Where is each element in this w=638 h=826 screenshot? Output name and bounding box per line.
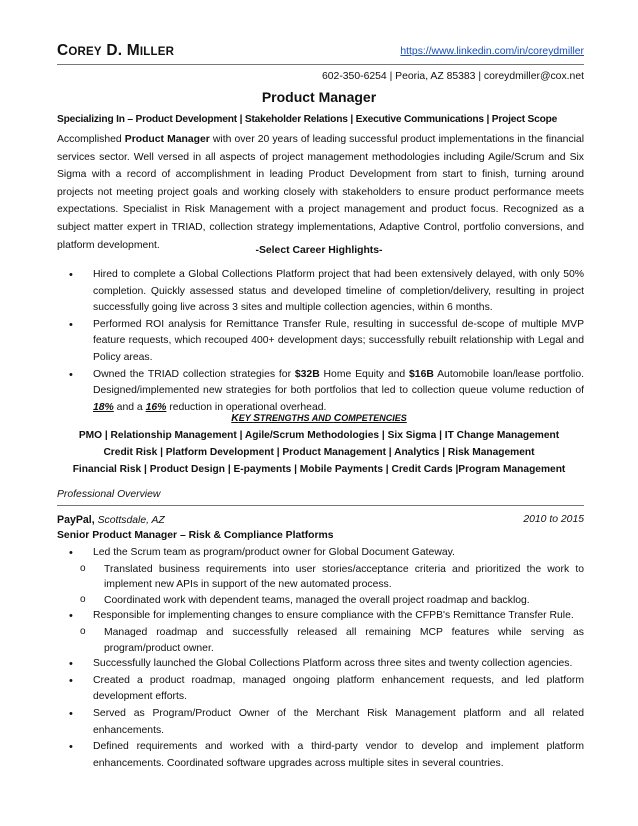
summary-post: with over 20 years of leading successful product implementations in the financial services sector. Well versed in all aspects of project management methodologies including Agile/Scrum and Six Sigma with a record of accomplishment in leading Product Development from start to finish, turning around projects not meeting project goals and working closely with stakeholders to ensure product performance meets expectations. Specialist in Risk Management with a project management and product focus. Recognized as a subject matter expert in TRIAD, collection strategy implementations, Adaptive Control, portfolio conversions, and platform development. xyxy=(57,134,585,251)
text-run: Led the Scrum team as program/product owner for Global Document Gateway. xyxy=(93,547,455,558)
list-item xyxy=(57,545,584,608)
sub-list-item: o Coordinated work with dependent teams, managed the overall project roadmap and backlog. xyxy=(57,593,584,609)
company-line xyxy=(57,514,165,526)
text-bold: $32B xyxy=(294,368,320,380)
summary-bold: Product Manager xyxy=(124,134,210,145)
highlights-heading: -Select Career Highlights- xyxy=(255,245,383,256)
heading-cap: C xyxy=(333,413,342,424)
text-bold: 18% xyxy=(93,401,114,413)
strengths-heading xyxy=(0,413,638,424)
list-item: • Successfully launched the Global Collections Platform across three sites and twenty collection agencies. xyxy=(57,656,584,673)
experience-list xyxy=(57,545,584,772)
list-item: • Served as Program/Product Owner of the Merchant Risk Management platform and all related enhancements. xyxy=(57,706,584,739)
heading-rest: OMPETENCIES xyxy=(341,413,407,423)
header-divider xyxy=(57,64,584,65)
sub-list xyxy=(57,625,584,656)
strengths-line-3: Financial Risk | Product Design | E-payments | Mobile Payments | Credit Cards |Program Management xyxy=(72,464,566,475)
professional-overview-heading: Professional Overview xyxy=(57,489,161,500)
text-run: Owned the TRIAD collection strategies for xyxy=(93,368,295,380)
employment-dates: 2010 to 2015 xyxy=(523,514,584,525)
job-title: Product Manager xyxy=(261,89,377,105)
company-location: Scottsdale, AZ xyxy=(94,515,165,526)
role-title: Senior Product Manager – Risk & Compliance Platforms xyxy=(57,530,334,541)
text-run: Automobile loan/lease portfolio. Designed/implemented new strategies for both portfolios that led to collection queue volume reduction of xyxy=(93,368,585,397)
text-run: Responsible for implementing changes to ensure compliance with the CFPB's Remittance Transfer Rule. xyxy=(93,610,574,622)
text-run: Home Equity and xyxy=(319,368,410,380)
list-item: • Hired to complete a Global Collections Platform project that had been extensively delayed, with only 50% completion. Quickly assessed status and developed timeline of completion/delivery, resulting in project successfully going live across 3 sites and multiple collection agencies, within 6 months. xyxy=(57,267,584,317)
list-item xyxy=(57,367,584,417)
sub-list-item: o Managed roadmap and successfully released all remaining MCP features while serving as program/product owner. xyxy=(57,625,584,656)
strengths-line-1: PMO | Relationship Management | Agile/Scrum Methodologies | Six Sigma | IT Change Management xyxy=(78,430,560,441)
heading-cap: K xyxy=(231,413,239,424)
contact-info: 602-350-6254 | Peoria, AZ 85383 | coreydmiller@cox.net xyxy=(321,71,584,82)
summary-paragraph xyxy=(57,131,584,254)
strengths-line-2: Credit Risk | Platform Development | Product Management | Analytics | Risk Management xyxy=(103,447,535,458)
list-item: • Created a product roadmap, managed ongoing platform enhancement requests, and led platform development efforts. xyxy=(57,673,584,706)
text-run: and a xyxy=(113,401,146,413)
candidate-name xyxy=(57,42,174,60)
heading-rest: TRENGTHS AND xyxy=(260,413,334,423)
text-run: reduction in operational overhead. xyxy=(166,401,327,413)
list-item: • Defined requirements and worked with a third-party vendor to develop and implement platform enhancements. Coordinated software upgrades across multiple sites in several countries. xyxy=(57,739,584,772)
heading-cap: S xyxy=(253,413,261,424)
name-middle: D. xyxy=(101,42,127,59)
name-initial: C xyxy=(57,42,69,59)
heading-rest: EY xyxy=(238,413,254,423)
text-bold: 16% xyxy=(145,401,167,413)
name-last-rest: ILLER xyxy=(139,46,175,58)
company-name: PayPal, xyxy=(57,514,95,526)
highlights-list xyxy=(57,267,584,416)
list-item xyxy=(57,608,584,656)
summary-pre: Accomplished xyxy=(57,134,125,145)
linkedin-link[interactable]: https://www.linkedin.com/in/coreydmiller xyxy=(400,46,584,57)
name-last-initial: M xyxy=(126,42,140,59)
list-item: • Performed ROI analysis for Remittance Transfer Rule, resulting in successful de-scope of multiple MVP feature requests, which recouped 400+ development days; successfully rebuilt relationship with Legal and Policy areas. xyxy=(57,317,584,367)
name-first-rest: OREY xyxy=(68,46,102,58)
text-bold: $16B xyxy=(409,368,434,380)
specialization-line: Specializing In – Product Development | Stakeholder Relations | Executive Communications | Project Scope xyxy=(57,114,558,125)
sub-list-item: o Translated business requirements into user stories/acceptance criteria and prioritized the work to implement new APIs in support of the new automated process. xyxy=(57,562,584,593)
section-divider xyxy=(57,505,584,506)
sub-list xyxy=(57,562,584,609)
